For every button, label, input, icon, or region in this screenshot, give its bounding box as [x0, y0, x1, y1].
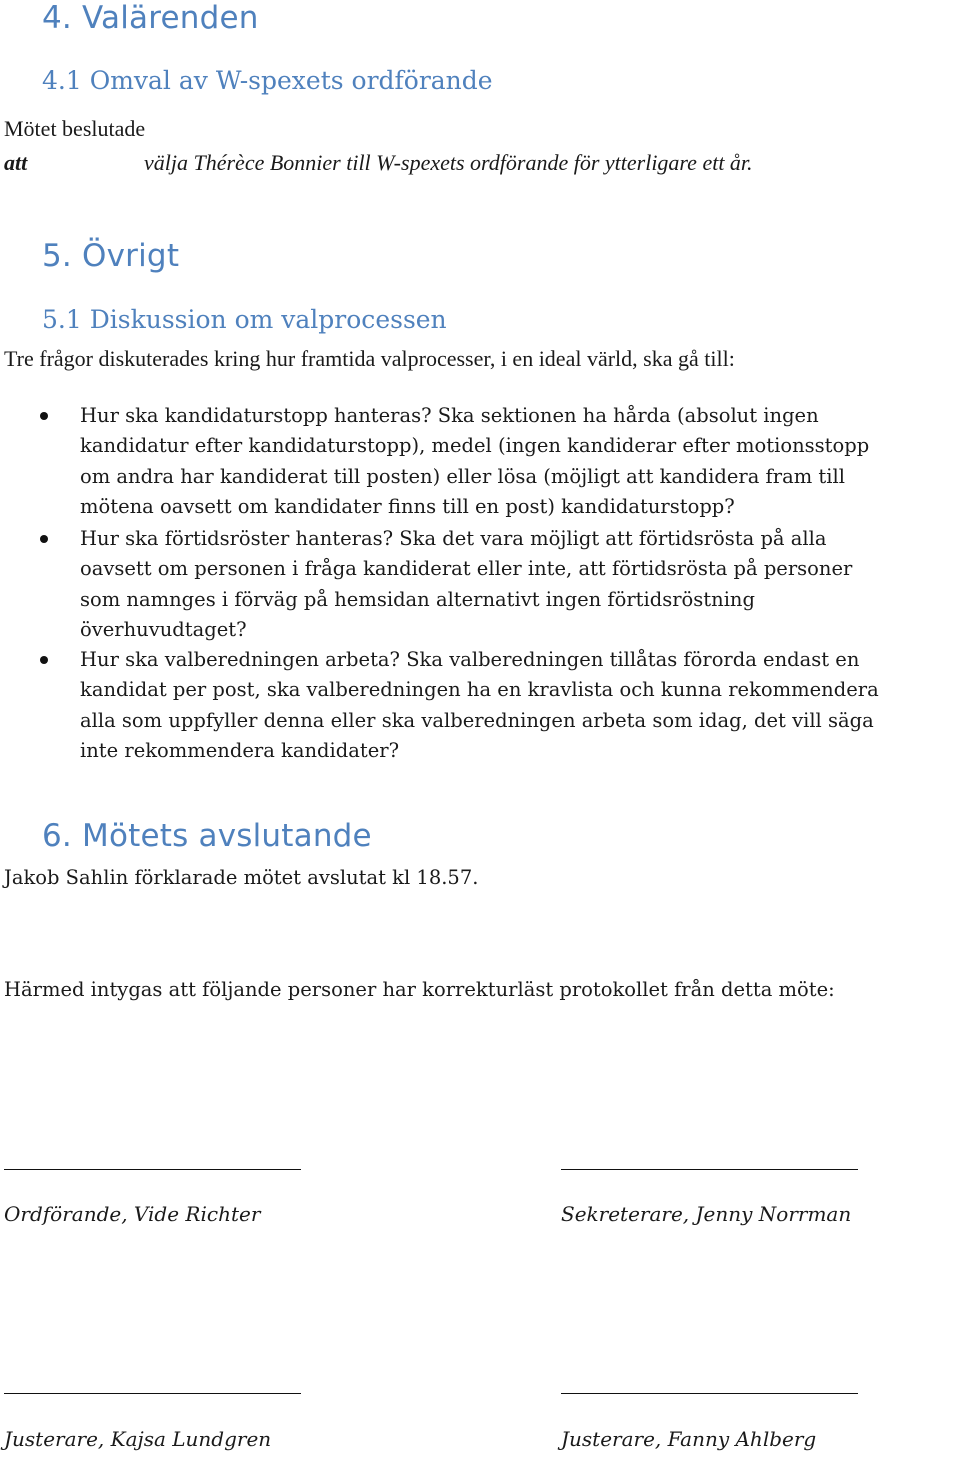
list-item: Hur ska kandidaturstopp hanteras? Ska sektionen ha hårda (absolut ingen kandidatur efter kandidaturstopp), medel (ingen kandiderar efter motionsstopp om andra har kandiderat till posten) eller lösa (möjligt att kandidera fram till mötena oavsett om kandidater finns till en post) kandidaturstopp?: [80, 404, 870, 518]
decision-text: välja Thérèce Bonnier till W-spexets ordförande för ytterligare ett år.: [144, 150, 753, 175]
list-item: Hur ska förtidsröster hanteras? Ska det vara möjligt att förtidsrösta på alla oavsett om personen i fråga kandiderat eller inte, att förtidsrösta på personer som namnges i förväg på hemsidan alternativt ingen förtidsröstning överhuvudtaget?: [80, 527, 853, 641]
section-4-1-heading: 4.1 Omval av W-spexets ordförande: [42, 66, 493, 95]
decision-intro: Mötet beslutade: [4, 116, 146, 141]
signature-name-adjuster-1: Justerare, Kajsa Lundgren: [4, 1427, 272, 1451]
section-4-heading: 4. Valärenden: [42, 0, 259, 36]
signature-line: [561, 1393, 858, 1394]
section-6-heading: 6. Mötets avslutande: [42, 818, 372, 854]
bullet-icon: [40, 656, 48, 664]
bullet-icon: [40, 412, 48, 420]
signature-name-secretary: Sekreterare, Jenny Norrman: [561, 1202, 852, 1226]
signature-name-adjuster-2: Justerare, Fanny Ahlberg: [561, 1427, 817, 1451]
section-5-heading: 5. Övrigt: [42, 238, 180, 274]
list-item: Hur ska valberedningen arbeta? Ska valberedningen tillåtas förorda endast en kandidat per post, ska valberedningen ha en kravlista och kunna rekommendera alla som uppfyller denna eller ska valberedningen arbeta som idag, det vill säga inte rekommendera kandidater?: [80, 648, 879, 762]
discussion-intro: Tre frågor diskuterades kring hur framtida valprocesser, i en ideal värld, ska gå till:: [4, 346, 735, 371]
signature-line: [4, 1393, 301, 1394]
certification-text: Härmed intygas att följande personer har korrekturläst protokollet från detta möte:: [4, 978, 835, 1001]
signature-name-chair: Ordförande, Vide Richter: [4, 1202, 261, 1226]
closing-text: Jakob Sahlin förklarade mötet avslutat kl 18.57.: [4, 866, 479, 889]
bullet-icon: [40, 535, 48, 543]
signature-line: [4, 1169, 301, 1170]
signature-line: [561, 1169, 858, 1170]
att-label: att: [4, 150, 28, 175]
section-5-1-heading: 5.1 Diskussion om valprocessen: [42, 305, 447, 334]
